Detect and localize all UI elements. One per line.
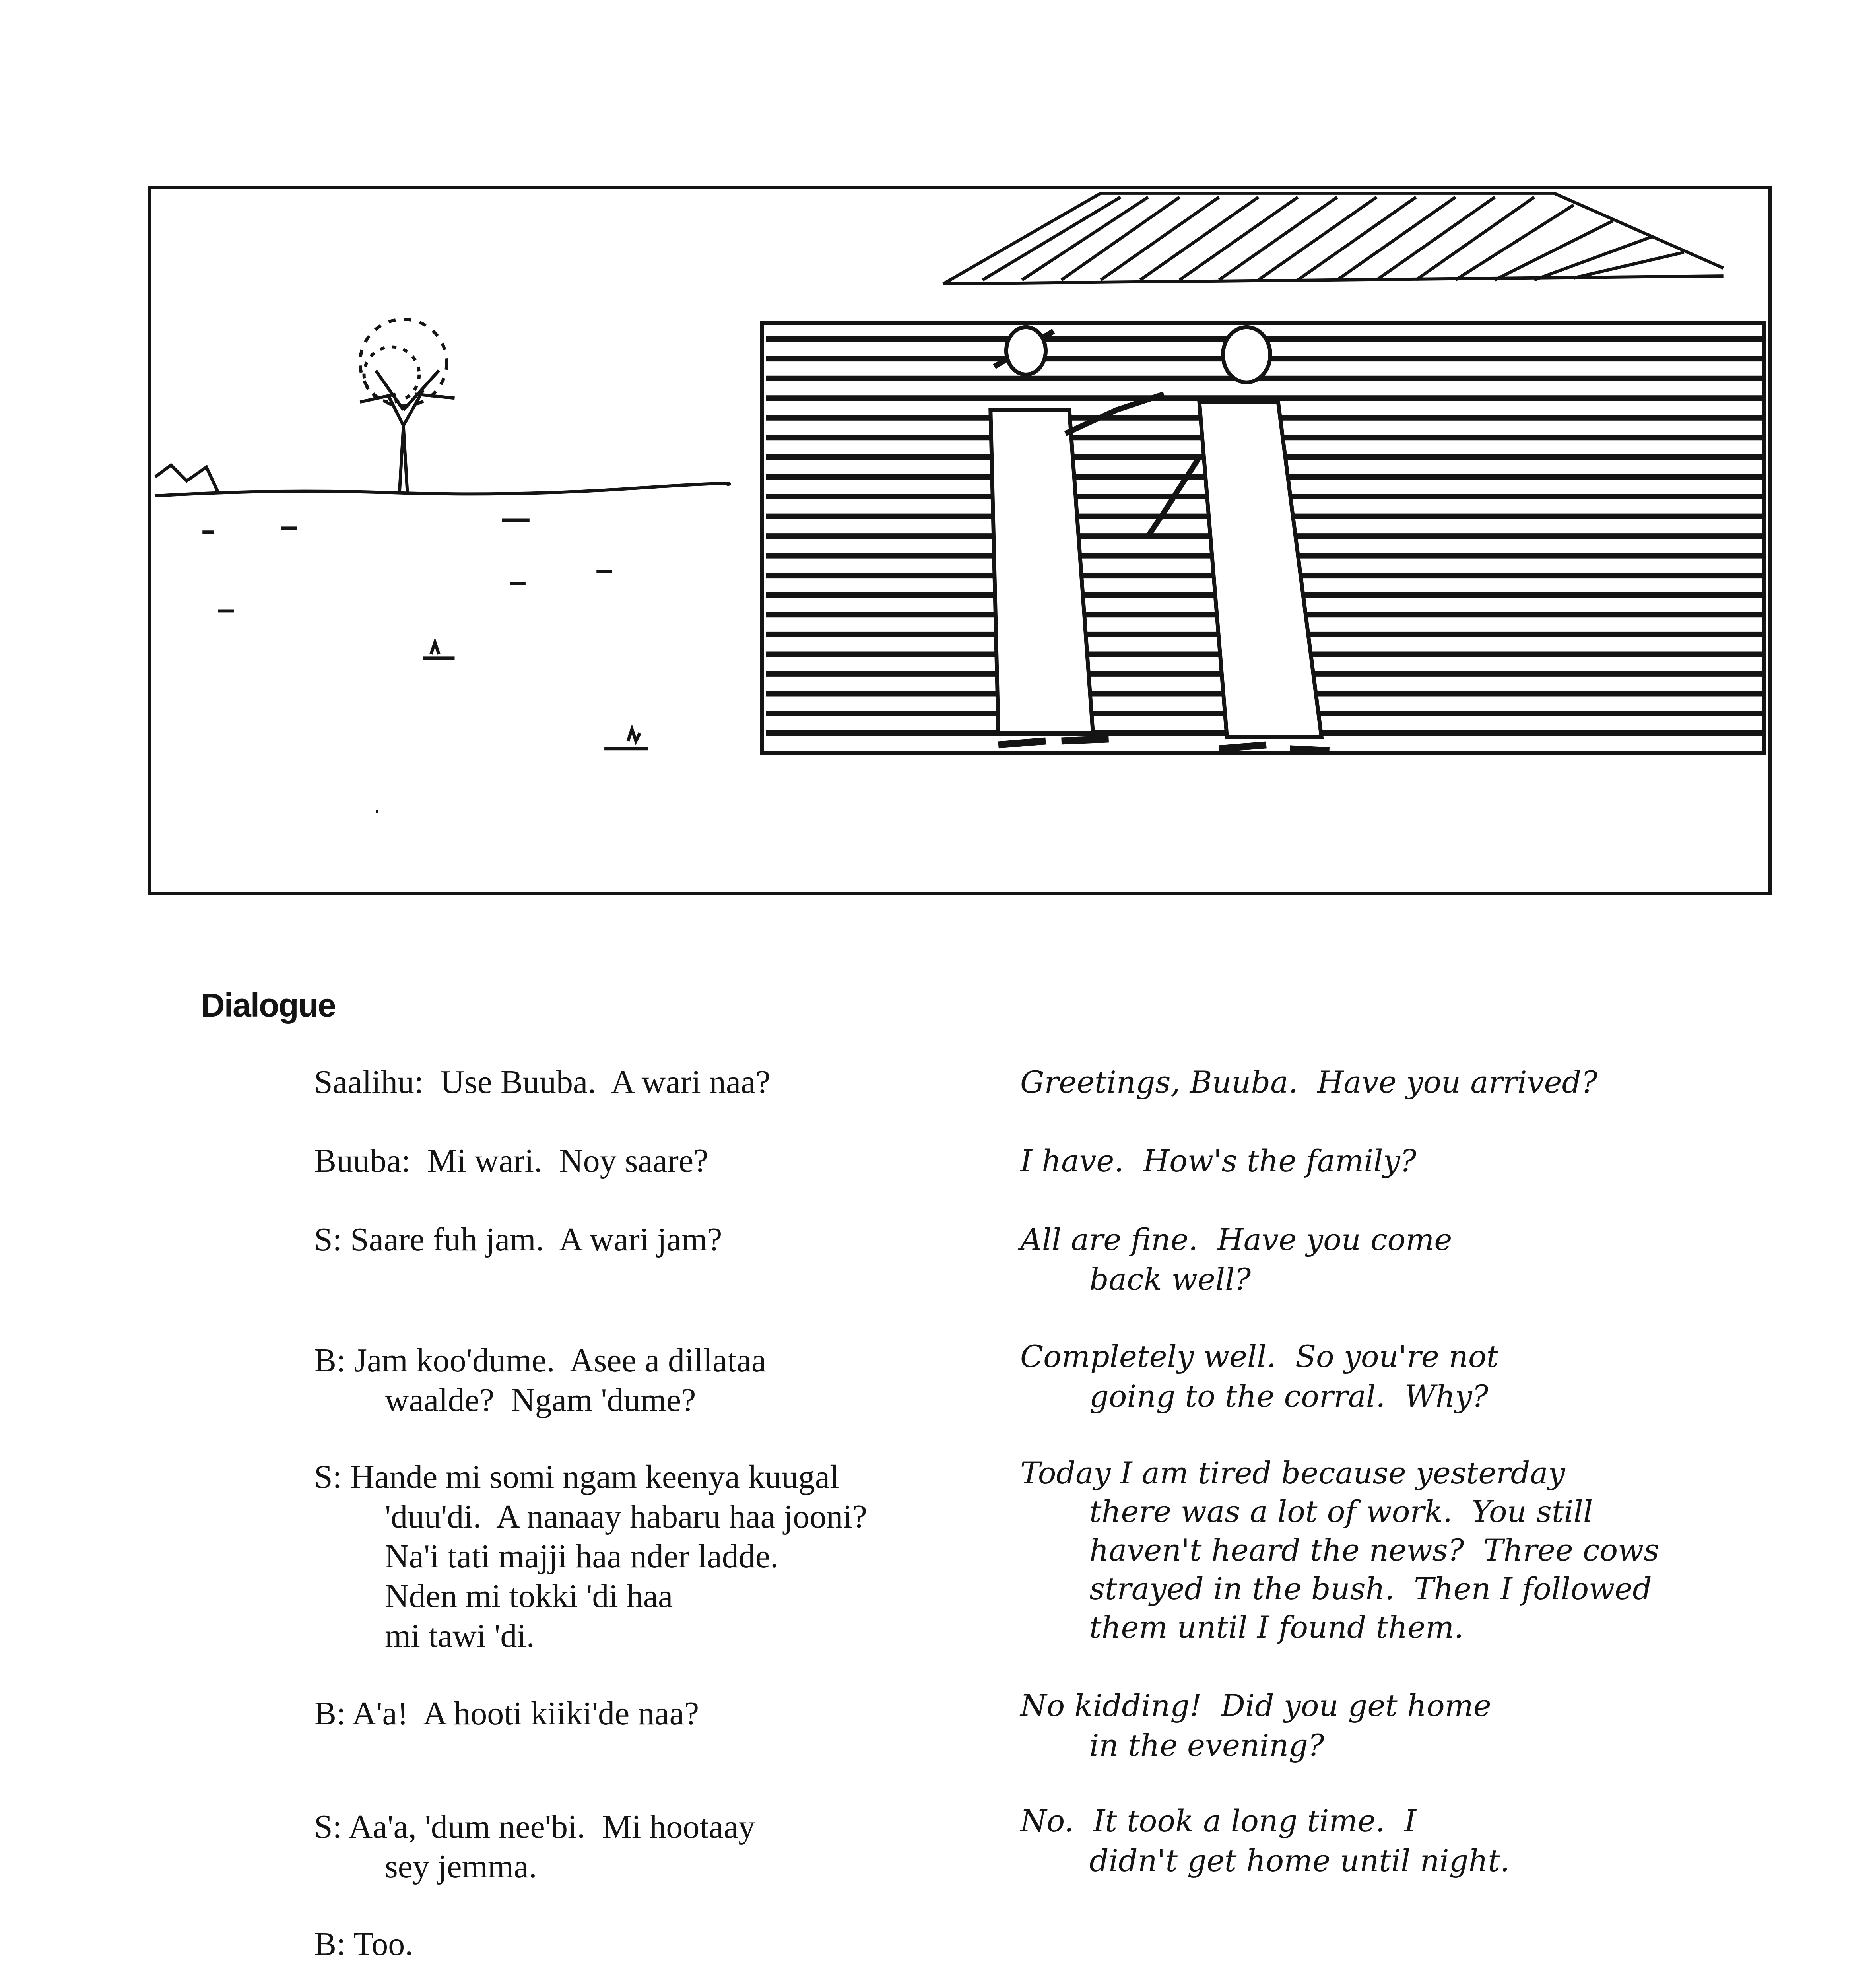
dialogue-line: Saalihu: Use Buuba. A wari naa? [314, 1064, 771, 1101]
translation-line-continuation: them until I found them. [1089, 1609, 1464, 1645]
translation-line-continuation: in the evening? [1089, 1728, 1324, 1763]
illustration [148, 186, 1772, 895]
translation-line-continuation: strayed in the bush. Then I followed [1089, 1571, 1652, 1606]
dialogue-line-continuation: Nden mi tokki 'di haa [385, 1578, 673, 1615]
dialogue-heading: Dialogue [201, 986, 336, 1024]
translation-line-continuation: back well? [1089, 1262, 1251, 1297]
dialogue-line-continuation: 'duu'di. A nanaay habaru haa jooni? [385, 1498, 867, 1535]
two-men-greeting-by-woven-fence-illustration [151, 189, 1768, 892]
dialogue-line: S: Hande mi somi ngam keenya kuugal [314, 1458, 839, 1495]
translation-line: Today I am tired because yesterday [1020, 1455, 1565, 1491]
translation-line-continuation: didn't get home until night. [1089, 1843, 1510, 1878]
dialogue-line-continuation: mi tawi 'di. [385, 1617, 535, 1654]
dialogue-line: B: Too. [314, 1926, 413, 1963]
dialogue-line: Buuba: Mi wari. Noy saare? [314, 1142, 708, 1179]
dialogue-line: S: Saare fuh jam. A wari jam? [314, 1221, 722, 1258]
translation-line-continuation: there was a lot of work. You still [1089, 1494, 1593, 1529]
translation-line: Greetings, Buuba. Have you arrived? [1020, 1064, 1597, 1100]
dialogue-line-continuation: sey jemma. [385, 1848, 537, 1885]
tree-icon [360, 319, 455, 493]
translation-line: No kidding! Did you get home [1020, 1688, 1491, 1723]
dialogue-line: B: A'a! A hooti kiiki'de naa? [314, 1695, 699, 1732]
translation-line-continuation: going to the corral. Why? [1089, 1378, 1489, 1414]
dialogue-line-continuation: waalde? Ngam 'dume? [385, 1382, 696, 1419]
translation-line: I have. How's the family? [1020, 1143, 1417, 1178]
dialogue-line: B: Jam koo'dume. Asee a dillataa [314, 1342, 767, 1379]
thatched-roof-icon [943, 193, 1723, 284]
translation-line: All are fine. Have you come [1020, 1222, 1452, 1257]
translation-line: Completely well. So you're not [1020, 1339, 1499, 1374]
translation-line-continuation: haven't heard the news? Three cows [1089, 1532, 1660, 1568]
dialogue-line: S: Aa'a, 'dum nee'bi. Mi hootaay [314, 1808, 755, 1845]
dialogue-line-continuation: Na'i tati majji haa nder ladde. [385, 1538, 779, 1575]
translation-line: No. It took a long time. I [1020, 1803, 1417, 1839]
